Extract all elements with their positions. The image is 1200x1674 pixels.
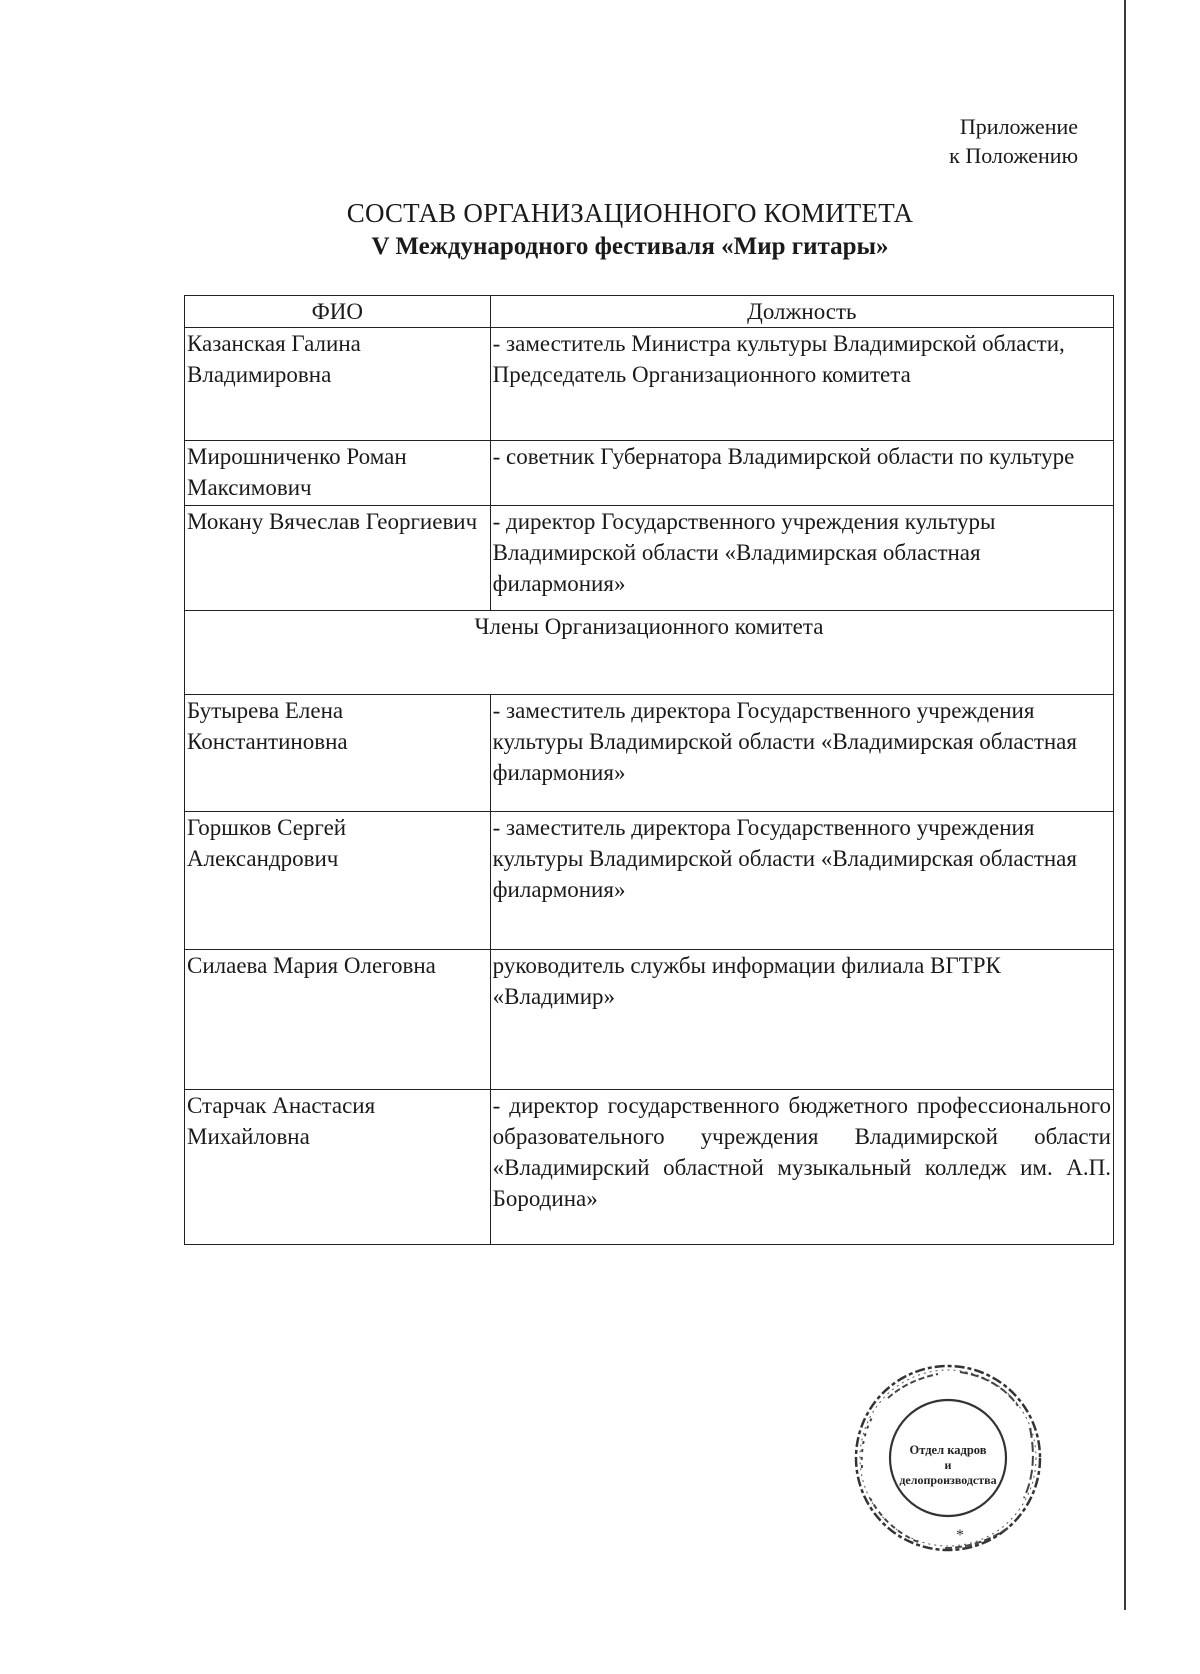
stamp-star-icon: * bbox=[956, 1527, 964, 1544]
stamp-text-line-3: делопроизводства bbox=[899, 1473, 997, 1487]
table-row bbox=[185, 695, 1114, 812]
stamp-text-line-2: и bbox=[944, 1458, 952, 1472]
member-position: - директор государственного бюджетного профессионального образовательного учреждения Владимирской области «Владимирский областной музыкальный колледж им. А.П. Бородина» bbox=[490, 1090, 1113, 1245]
table-row bbox=[185, 328, 1114, 441]
member-name: Горшков Сергей Александрович bbox=[185, 812, 491, 950]
official-stamp-seal bbox=[848, 1358, 1048, 1558]
member-position: руководитель службы информации филиала ВГТРК «Владимир» bbox=[490, 950, 1113, 1090]
member-position: - заместитель директора Государственного учреждения культуры Владимирской области «Владимирская областная филармония» bbox=[490, 695, 1113, 812]
committee-table bbox=[184, 295, 1114, 1245]
member-name: Старчак Анастасия Михайловна bbox=[185, 1090, 491, 1245]
document-subtitle: V Международного фестиваля «Мир гитары» bbox=[371, 233, 889, 260]
table-header-row bbox=[185, 296, 1114, 328]
table-row bbox=[185, 812, 1114, 950]
member-name: Казанская Галина Владимировна bbox=[185, 328, 491, 441]
appendix-line-1: Приложение bbox=[959, 114, 1078, 139]
header-position: Должность bbox=[490, 296, 1113, 328]
scan-edge-line bbox=[1124, 0, 1126, 1610]
table-row bbox=[185, 441, 1114, 506]
member-name: Мирошниченко Роман Максимович bbox=[185, 441, 491, 506]
appendix-line-2: к Положению bbox=[949, 143, 1078, 168]
header-name: ФИО bbox=[185, 296, 491, 328]
member-position: - советник Губернатора Владимирской области по культуре bbox=[490, 441, 1113, 506]
document-title-block bbox=[180, 196, 1080, 264]
member-name: Мокану Вячеслав Георгиевич bbox=[185, 506, 491, 611]
table-row bbox=[185, 950, 1114, 1090]
members-section-heading: Члены Организационного комитета bbox=[185, 611, 1114, 695]
table-row bbox=[185, 506, 1114, 611]
appendix-note bbox=[949, 112, 1078, 170]
member-position: - заместитель Министра культуры Владимирской области, Председатель Организационного комитета bbox=[490, 328, 1113, 441]
member-name: Силаева Мария Олеговна bbox=[185, 950, 491, 1090]
table-row bbox=[185, 1090, 1114, 1245]
member-position: - директор Государственного учреждения культуры Владимирской области «Владимирская областная филармония» bbox=[490, 506, 1113, 611]
section-row bbox=[185, 611, 1114, 695]
document-title: СОСТАВ ОРГАНИЗАЦИОННОГО КОМИТЕТА bbox=[346, 198, 914, 228]
member-position: - заместитель директора Государственного учреждения культуры Владимирской области «Владимирская областная филармония» bbox=[490, 812, 1113, 950]
member-name: Бутырева Елена Константиновна bbox=[185, 695, 491, 812]
stamp-text-line-1: Отдел кадров bbox=[909, 1443, 987, 1457]
